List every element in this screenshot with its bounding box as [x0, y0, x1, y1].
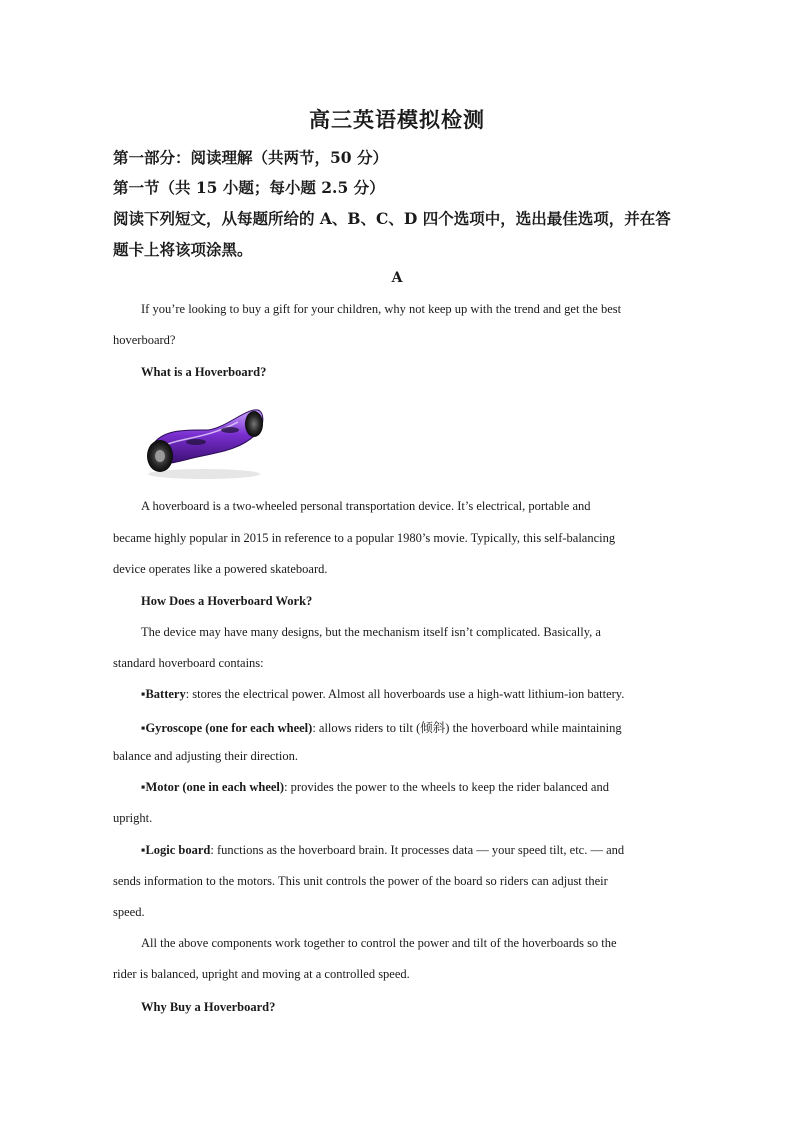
passage-label: A	[391, 270, 403, 286]
motor-description: : provides the power to the wheels to keep the rider balanced and	[284, 780, 609, 794]
subheading-why: Why Buy a Hoverboard?	[141, 1000, 276, 1014]
component-battery	[141, 687, 711, 702]
term-logic-board: Logic board	[145, 843, 211, 857]
battery-description: : stores the electrical power. Almost all hoverboards use a high-watt lithium-ion battery.	[185, 687, 625, 701]
summary-line-2: rider is balanced, upright and moving at a controlled speed.	[113, 967, 410, 981]
term-motor: Motor (one in each wheel)	[145, 780, 285, 794]
intro-line-2: hoverboard?	[113, 333, 176, 347]
bullet-icon: ▪	[141, 721, 146, 735]
what-line-2: became highly popular in 2015 in reference to a popular 1980’s movie. Typically, this self-balancing	[113, 531, 616, 545]
part-heading: 第一部分：阅读理解（共两节，50 分）	[113, 148, 388, 167]
motor-line-2: upright.	[113, 811, 153, 825]
term-battery: Battery	[145, 687, 186, 701]
subheading-what: What is a Hoverboard?	[141, 365, 267, 379]
bullet-icon: ▪	[141, 843, 146, 857]
section-heading: 第一节（共 15 小题；每小题 2.5 分）	[113, 178, 385, 197]
logic-board-line-2: sends information to the motors. This unit controls the power of the board so riders can adjust their	[113, 874, 608, 888]
what-line-3: device operates like a powered skateboard.	[113, 562, 328, 576]
summary-line-1: All the above components work together to control the power and tilt of the hoverboards so the	[141, 936, 617, 950]
how-line-1: The device may have many designs, but the mechanism itself isn’t complicated. Basically, a	[141, 625, 601, 639]
gyroscope-description: : allows riders to tilt (倾斜) the hoverboard while maintaining	[312, 721, 622, 735]
how-line-2: standard hoverboard contains:	[113, 656, 264, 670]
what-line-1: A hoverboard is a two-wheeled personal transportation device. It’s electrical, portable and	[141, 499, 591, 513]
bullet-icon: ▪	[141, 780, 146, 794]
logic-board-line-3: speed.	[113, 905, 145, 919]
instruction-line-1: 阅读下列短文，从每题所给的 A、B、C、D 四个选项中，选出最佳选项，并在答	[113, 209, 671, 228]
component-motor	[141, 780, 711, 795]
subheading-how: How Does a Hoverboard Work?	[141, 594, 313, 608]
hoverboard-image	[138, 394, 268, 484]
instruction-line-2: 题卡上将该项涂黑。	[113, 240, 253, 259]
logic-board-description: : functions as the hoverboard brain. It processes data — your speed tilt, etc. — and	[210, 843, 625, 857]
component-gyroscope	[141, 718, 711, 736]
hoverboard-icon	[138, 394, 268, 484]
intro-line-1: If you’re looking to buy a gift for your children, why not keep up with the trend and get the best	[141, 302, 622, 316]
gyroscope-line-2: balance and adjusting their direction.	[113, 749, 299, 763]
page-title: 高三英语模拟检测	[309, 107, 485, 132]
bullet-icon: ▪	[141, 687, 146, 701]
component-logic-board	[141, 843, 711, 858]
term-gyroscope: Gyroscope (one for each wheel)	[145, 721, 313, 735]
